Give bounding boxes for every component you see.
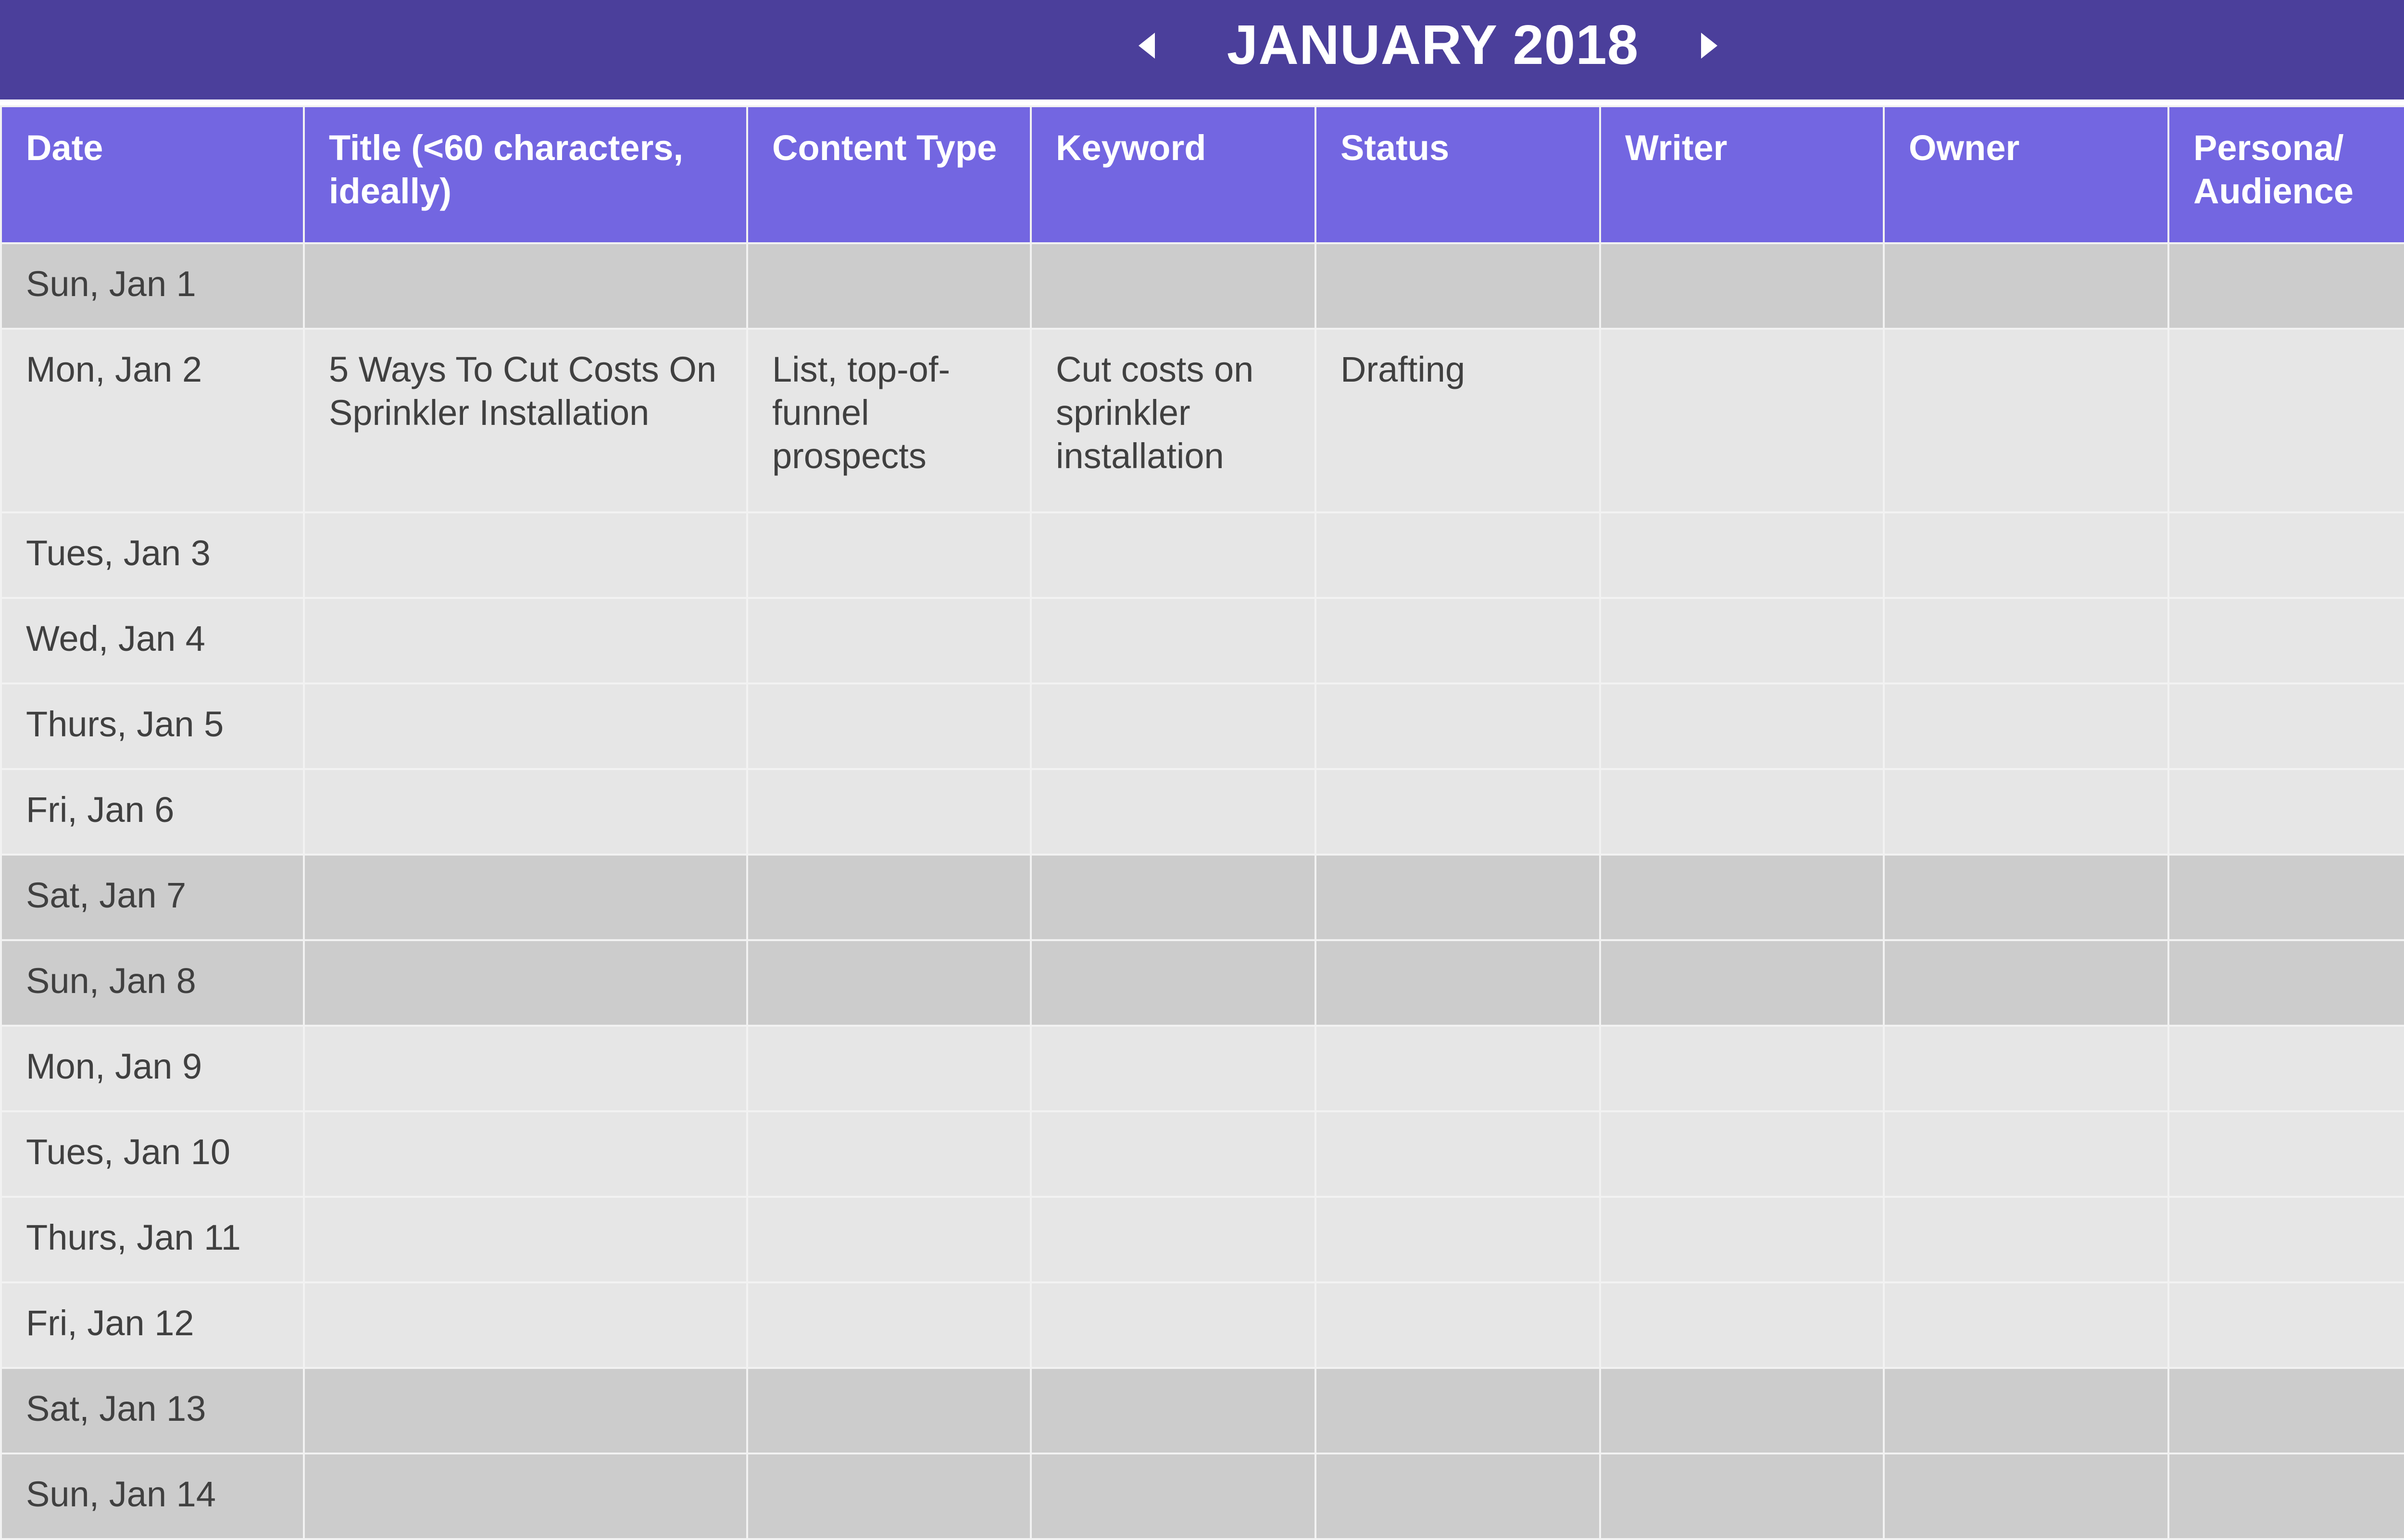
content-type-cell[interactable] xyxy=(747,683,1031,769)
date-cell[interactable]: Tues, Jan 3 xyxy=(1,512,304,598)
persona-cell[interactable] xyxy=(2168,855,2404,940)
writer-cell[interactable] xyxy=(1600,683,1884,769)
table-row xyxy=(1,243,2404,329)
table-row xyxy=(1,598,2404,683)
writer-cell[interactable] xyxy=(1600,1368,1884,1453)
owner-cell[interactable] xyxy=(1884,1368,2168,1453)
table-row xyxy=(1,512,2404,598)
owner-cell[interactable] xyxy=(1884,1111,2168,1197)
table-row xyxy=(1,940,2404,1026)
table-row xyxy=(1,1197,2404,1282)
persona-cell[interactable] xyxy=(2168,1368,2404,1453)
date-cell[interactable]: Fri, Jan 12 xyxy=(1,1282,304,1368)
title-cell[interactable] xyxy=(304,1197,747,1282)
status-cell[interactable] xyxy=(1315,598,1600,683)
persona-cell[interactable] xyxy=(2168,769,2404,855)
persona-cell[interactable] xyxy=(2168,1111,2404,1197)
column-header-keyword[interactable]: Keyword xyxy=(1031,106,1315,243)
persona-cell[interactable] xyxy=(2168,1453,2404,1539)
status-cell[interactable]: Drafting xyxy=(1315,329,1600,512)
keyword-cell[interactable] xyxy=(1031,1368,1315,1453)
column-header-date[interactable]: Date xyxy=(1,106,304,243)
status-cell[interactable] xyxy=(1315,683,1600,769)
content-type-cell[interactable] xyxy=(747,940,1031,1026)
content-type-cell[interactable] xyxy=(747,1282,1031,1368)
persona-cell[interactable] xyxy=(2168,1282,2404,1368)
writer-cell[interactable] xyxy=(1600,855,1884,940)
triangle-right-icon xyxy=(1683,19,1736,72)
status-cell[interactable] xyxy=(1315,940,1600,1026)
persona-cell[interactable] xyxy=(2168,512,2404,598)
header-row xyxy=(1,106,2404,243)
status-cell[interactable] xyxy=(1315,1453,1600,1539)
keyword-cell[interactable] xyxy=(1031,683,1315,769)
date-cell[interactable]: Thurs, Jan 11 xyxy=(1,1197,304,1282)
content-type-cell[interactable] xyxy=(747,598,1031,683)
table-row xyxy=(1,855,2404,940)
content-type-cell[interactable] xyxy=(747,1453,1031,1539)
month-title: JANUARY 2018 xyxy=(1227,13,1639,76)
content-type-cell[interactable]: List, top-of-funnel prospects xyxy=(747,329,1031,512)
keyword-cell[interactable] xyxy=(1031,1111,1315,1197)
header-divider xyxy=(0,99,2404,105)
table-row xyxy=(1,1368,2404,1453)
title-cell[interactable] xyxy=(304,598,747,683)
owner-cell[interactable] xyxy=(1884,1197,2168,1282)
table-row xyxy=(1,329,2404,512)
keyword-cell[interactable] xyxy=(1031,1197,1315,1282)
title-cell[interactable] xyxy=(304,243,747,329)
date-cell[interactable]: Mon, Jan 2 xyxy=(1,329,304,512)
title-cell[interactable] xyxy=(304,940,747,1026)
table-row xyxy=(1,1453,2404,1539)
column-header-title[interactable]: Title (<60 characters, ideally) xyxy=(304,106,747,243)
column-header-status[interactable]: Status xyxy=(1315,106,1600,243)
writer-cell[interactable] xyxy=(1600,243,1884,329)
title-cell[interactable] xyxy=(304,1111,747,1197)
column-header-writer[interactable]: Writer xyxy=(1600,106,1884,243)
column-header-owner[interactable]: Owner xyxy=(1884,106,2168,243)
persona-cell[interactable] xyxy=(2168,243,2404,329)
owner-cell[interactable] xyxy=(1884,329,2168,512)
status-cell[interactable] xyxy=(1315,1368,1600,1453)
calendar-header xyxy=(0,0,2404,99)
status-cell[interactable] xyxy=(1315,243,1600,329)
owner-cell[interactable] xyxy=(1884,683,2168,769)
content-type-cell[interactable] xyxy=(747,1197,1031,1282)
column-header-content-type[interactable]: Content Type xyxy=(747,106,1031,243)
writer-cell[interactable] xyxy=(1600,1026,1884,1111)
content-type-cell[interactable] xyxy=(747,769,1031,855)
status-cell[interactable] xyxy=(1315,1111,1600,1197)
owner-cell[interactable] xyxy=(1884,1026,2168,1111)
writer-cell[interactable] xyxy=(1600,329,1884,512)
date-cell[interactable]: Sun, Jan 8 xyxy=(1,940,304,1026)
writer-cell[interactable] xyxy=(1600,769,1884,855)
owner-cell[interactable] xyxy=(1884,1282,2168,1368)
date-cell[interactable]: Tues, Jan 10 xyxy=(1,1111,304,1197)
keyword-cell[interactable] xyxy=(1031,598,1315,683)
content-type-cell[interactable] xyxy=(747,1026,1031,1111)
keyword-cell[interactable] xyxy=(1031,1453,1315,1539)
owner-cell[interactable] xyxy=(1884,769,2168,855)
content-calendar-table xyxy=(0,105,2404,1540)
status-cell[interactable] xyxy=(1315,1197,1600,1282)
date-cell[interactable]: Mon, Jan 9 xyxy=(1,1026,304,1111)
table-row xyxy=(1,1282,2404,1368)
keyword-cell[interactable] xyxy=(1031,512,1315,598)
owner-cell[interactable] xyxy=(1884,855,2168,940)
persona-cell[interactable] xyxy=(2168,1197,2404,1282)
writer-cell[interactable] xyxy=(1600,1197,1884,1282)
column-header-persona[interactable]: Persona/ Audience xyxy=(2168,106,2404,243)
persona-cell[interactable] xyxy=(2168,940,2404,1026)
writer-cell[interactable] xyxy=(1600,940,1884,1026)
owner-cell[interactable] xyxy=(1884,940,2168,1026)
writer-cell[interactable] xyxy=(1600,1111,1884,1197)
persona-cell[interactable] xyxy=(2168,1026,2404,1111)
title-cell[interactable]: 5 Ways To Cut Costs On Sprinkler Installation xyxy=(304,329,747,512)
keyword-cell[interactable] xyxy=(1031,1282,1315,1368)
writer-cell[interactable] xyxy=(1600,1282,1884,1368)
title-cell[interactable] xyxy=(304,855,747,940)
content-type-cell[interactable] xyxy=(747,1368,1031,1453)
date-cell[interactable]: Fri, Jan 6 xyxy=(1,769,304,855)
content-type-cell[interactable] xyxy=(747,512,1031,598)
writer-cell[interactable] xyxy=(1600,512,1884,598)
persona-cell[interactable] xyxy=(2168,598,2404,683)
date-cell[interactable]: Sat, Jan 7 xyxy=(1,855,304,940)
keyword-cell[interactable]: Cut costs on sprinkler installation xyxy=(1031,329,1315,512)
date-cell[interactable]: Sun, Jan 1 xyxy=(1,243,304,329)
status-cell[interactable] xyxy=(1315,1026,1600,1111)
writer-cell[interactable] xyxy=(1600,598,1884,683)
status-cell[interactable] xyxy=(1315,855,1600,940)
table-row xyxy=(1,683,2404,769)
owner-cell[interactable] xyxy=(1884,512,2168,598)
date-cell[interactable]: Sat, Jan 13 xyxy=(1,1368,304,1453)
content-type-cell[interactable] xyxy=(747,855,1031,940)
keyword-cell[interactable] xyxy=(1031,1026,1315,1111)
keyword-cell[interactable] xyxy=(1031,769,1315,855)
status-cell[interactable] xyxy=(1315,1282,1600,1368)
status-cell[interactable] xyxy=(1315,769,1600,855)
title-cell[interactable] xyxy=(304,683,747,769)
owner-cell[interactable] xyxy=(1884,598,2168,683)
table-row xyxy=(1,769,2404,855)
table-body xyxy=(1,243,2404,1539)
persona-cell[interactable] xyxy=(2168,329,2404,512)
title-cell[interactable] xyxy=(304,1453,747,1539)
next-month-button[interactable] xyxy=(1683,19,1736,72)
owner-cell[interactable] xyxy=(1884,243,2168,329)
table-row xyxy=(1,1111,2404,1197)
title-cell[interactable] xyxy=(304,769,747,855)
keyword-cell[interactable] xyxy=(1031,243,1315,329)
date-cell[interactable]: Sun, Jan 14 xyxy=(1,1453,304,1539)
keyword-cell[interactable] xyxy=(1031,940,1315,1026)
title-cell[interactable] xyxy=(304,1026,747,1111)
keyword-cell[interactable] xyxy=(1031,855,1315,940)
content-type-cell[interactable] xyxy=(747,243,1031,329)
owner-cell[interactable] xyxy=(1884,1453,2168,1539)
content-type-cell[interactable] xyxy=(747,1111,1031,1197)
title-cell[interactable] xyxy=(304,512,747,598)
table-row xyxy=(1,1026,2404,1111)
writer-cell[interactable] xyxy=(1600,1453,1884,1539)
persona-cell[interactable] xyxy=(2168,683,2404,769)
title-cell[interactable] xyxy=(304,1282,747,1368)
date-cell[interactable]: Wed, Jan 4 xyxy=(1,598,304,683)
date-cell[interactable]: Thurs, Jan 5 xyxy=(1,683,304,769)
status-cell[interactable] xyxy=(1315,512,1600,598)
title-cell[interactable] xyxy=(304,1368,747,1453)
